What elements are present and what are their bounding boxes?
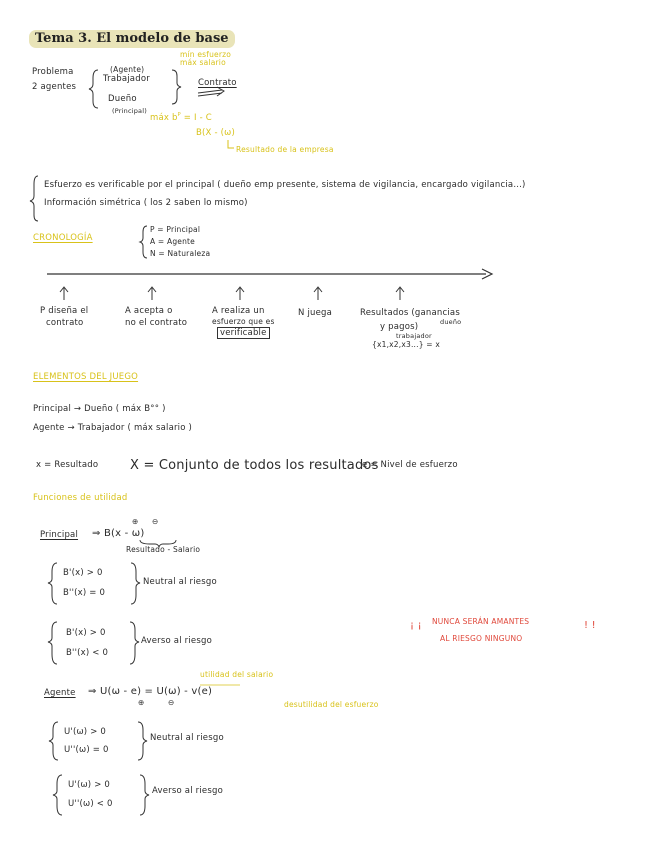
legend-a: A = Agente — [150, 237, 195, 246]
red-bangs-left: ¡ ¡ — [410, 620, 422, 631]
legend-p: P = Principal — [150, 225, 201, 234]
elem-e-def: e = Nivel de esfuerzo — [362, 460, 458, 470]
brace-legend — [140, 226, 147, 258]
elem-x-def: x = Resultado — [36, 460, 99, 470]
elem-agente: Agente → Trabajador ( máx salario ) — [33, 423, 193, 433]
up-arrow-3 — [236, 287, 244, 300]
event-5-line3: {x1,x2,x3...} = x — [372, 340, 440, 349]
note-resultado-empresa: Resultado de la empresa — [236, 145, 334, 154]
principal-formula: ⇒ B(x - ω) — [92, 528, 145, 539]
formula-bxw: B(X - (ω) — [196, 128, 235, 138]
event-1-line2: contrato — [46, 318, 84, 328]
np-label: Neutral al riesgo — [143, 577, 217, 587]
event-4-line1: N juega — [298, 308, 333, 318]
assumption-esfuerzo: Esfuerzo es verificable por el principal ( dueño emp presente, sistema de vigilancia, encargado vigilancia...) — [44, 180, 526, 190]
principal-plus: ⊕ — [132, 517, 139, 526]
brace-aa-right — [140, 775, 149, 815]
brace-aa-left — [53, 775, 62, 815]
heading-funciones: Funciones de utilidad — [33, 493, 128, 503]
brace-contrato — [172, 70, 181, 104]
brace-np-right — [131, 563, 140, 604]
np-line2: B''(x) = 0 — [63, 588, 106, 598]
red-note-line1: NUNCA SERÁN AMANTES — [432, 617, 530, 626]
timeline-arrowhead — [482, 269, 492, 279]
elem-principal: Principal → Dueño ( máx B°° ) — [33, 404, 166, 414]
agente-plus: ⊕ — [138, 698, 145, 707]
red-bangs-right: ! ! — [584, 620, 596, 631]
desutilidad: desutilidad del esfuerzo — [284, 700, 379, 709]
double-arrow — [198, 87, 224, 96]
label-principal: (Principal) — [112, 107, 147, 115]
assumption-informacion: Información simétrica ( los 2 saben lo mismo) — [44, 198, 248, 208]
brace-assumptions — [30, 176, 38, 221]
label-trabajador: Trabajador — [103, 74, 150, 84]
up-arrow-1 — [60, 287, 68, 300]
label-contrato: Contrato — [198, 78, 237, 88]
event-3-line1: A realiza un — [212, 306, 265, 316]
brace-na-left — [49, 722, 58, 760]
brace-np-left — [48, 563, 57, 604]
up-arrow-4 — [314, 287, 322, 300]
formula-max-b: máx $b^P = I - C$ — [150, 112, 212, 123]
page-title: Tema 3. El modelo de base — [29, 30, 235, 48]
heading-cronologia: CRONOLOGÍA — [33, 233, 93, 243]
note-min-esfuerzo: mín esfuerzo — [180, 50, 232, 59]
event-1-line1: P diseña el — [40, 306, 89, 316]
agente-label: Agente — [44, 688, 76, 698]
aa-line2: U''(ω) < 0 — [68, 799, 113, 809]
elem-X-def: X = Conjunto de todos los resultados — [130, 458, 379, 473]
event-3-line2: esfuerzo que es — [212, 317, 275, 326]
heading-elementos: ELEMENTOS DEL JUEGO — [33, 372, 139, 382]
agente-minus: ⊖ — [168, 698, 175, 707]
resultado-salario: Resultado - Salario — [126, 545, 201, 554]
event-3-line3: verificable — [217, 327, 270, 339]
brace-na-right — [138, 722, 147, 760]
label-dos-agentes: 2 agentes — [32, 82, 77, 92]
utilidad-salario: utilidad del salario — [200, 670, 274, 679]
principal-minus: ⊖ — [152, 517, 159, 526]
event-2-line1: A acepta o — [125, 306, 173, 316]
label-problema: Problema — [32, 67, 74, 77]
ap-line2: B''(x) < 0 — [66, 648, 109, 658]
note-max-salario: máx salario — [180, 58, 226, 67]
brace-ap-left — [48, 622, 57, 664]
na-line1: U'(ω) > 0 — [64, 727, 107, 737]
up-arrow-2 — [148, 287, 156, 300]
legend-n: N = Naturaleza — [150, 249, 211, 258]
up-arrow-5 — [396, 287, 404, 300]
na-line2: U''(ω) = 0 — [64, 745, 109, 755]
event-5-line2: y pagos) — [380, 322, 419, 332]
aa-label: Averso al riesgo — [152, 786, 223, 796]
red-note-line2: AL RIESGO NINGUNO — [440, 634, 523, 643]
ap-label: Averso al riesgo — [141, 636, 212, 646]
ap-line1: B'(x) > 0 — [66, 628, 106, 638]
event-5-dueno: dueño — [440, 318, 462, 326]
principal-label: Principal — [40, 530, 79, 540]
brace-agentes — [89, 70, 98, 108]
aa-line1: U'(ω) > 0 — [68, 780, 111, 790]
event-5-line1: Resultados (ganancias — [360, 308, 460, 318]
np-line1: B'(x) > 0 — [63, 568, 103, 578]
agente-formula: ⇒ U(ω - e) = U(ω) - v(e) — [88, 686, 213, 697]
na-label: Neutral al riesgo — [150, 733, 224, 743]
event-5-trabajador: trabajador — [396, 332, 432, 340]
hook-arrow — [228, 140, 234, 148]
event-2-line2: no el contrato — [125, 318, 188, 328]
label-agente: (Agente) — [110, 65, 145, 74]
brace-ap-right — [130, 622, 139, 664]
label-dueno: Dueño — [108, 94, 137, 104]
